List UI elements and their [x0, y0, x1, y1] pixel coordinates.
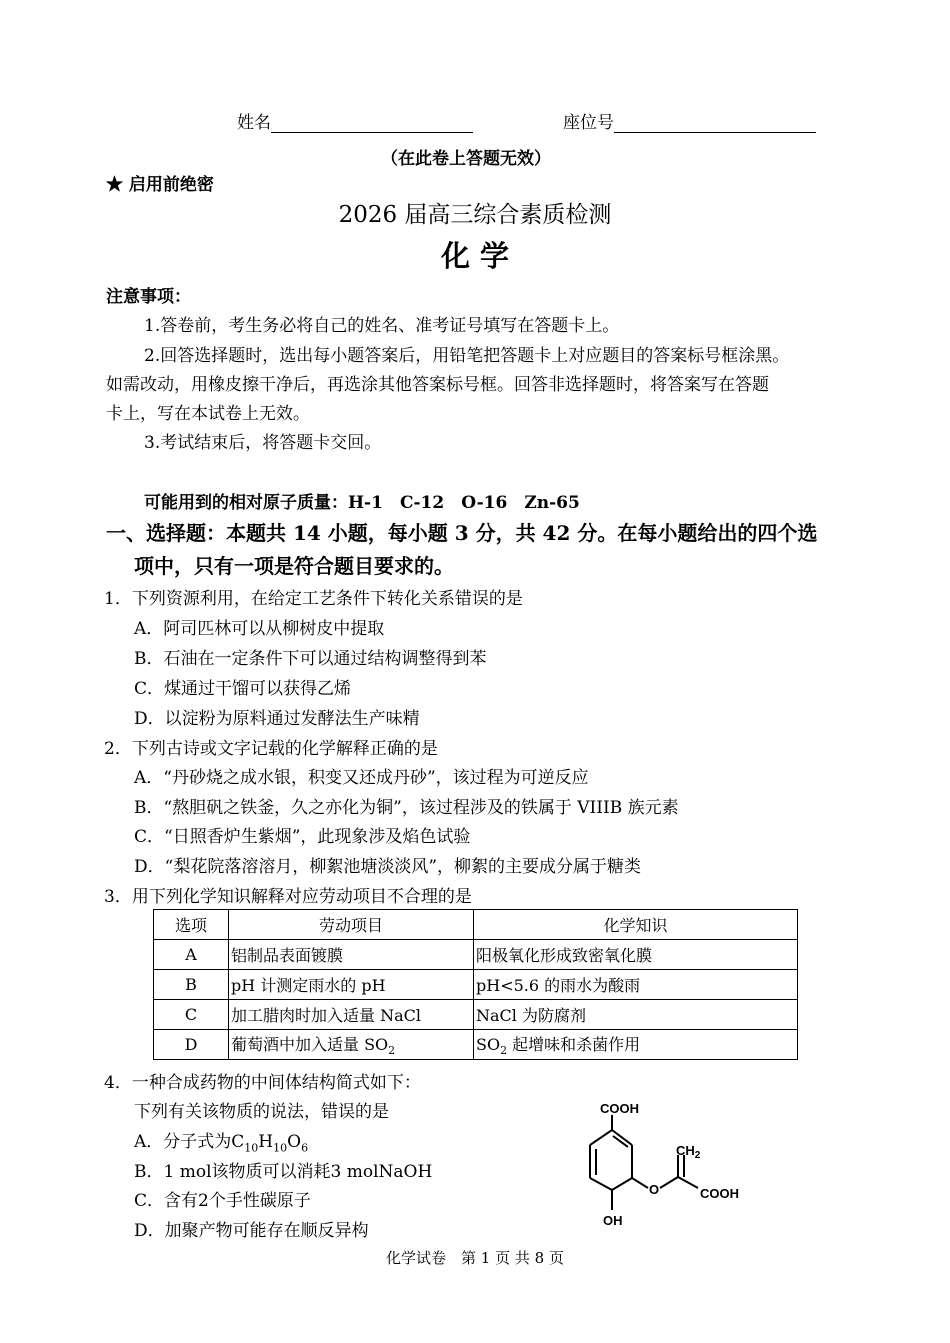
secret-mark: ★ 启用前绝密 — [106, 175, 214, 195]
table-header-labor: 劳动项目 — [229, 910, 474, 940]
question-1-option-b: B．石油在一定条件下可以通过结构调整得到苯 — [134, 649, 487, 669]
notice-item-2-line-3: 卡上，写在本试卷上无效。 — [106, 404, 310, 424]
question-4-option-d: D．加聚产物可能存在顺反异构 — [134, 1221, 369, 1241]
question-1-option-d: D．以淀粉为原料通过发酵法生产味精 — [134, 709, 420, 729]
invalid-note: （在此卷上答题无效） — [381, 149, 551, 169]
question-4-option-c: C．含有2个手性碳原子 — [134, 1191, 311, 1211]
question-2-stem: 2．下列古诗或文字记载的化学解释正确的是 — [104, 739, 438, 759]
table-row — [154, 1000, 798, 1030]
molecule-structure — [560, 1095, 760, 1235]
atomic-mass: 可能用到的相对原子质量：H-1 C-12 O-16 Zn-65 — [144, 493, 580, 513]
notice-item-3: 3.考试结束后，将答题卡交回。 — [144, 433, 382, 453]
question-2-option-c: C．“日照香炉生紫烟”，此现象涉及焰色试验 — [134, 827, 471, 847]
cooh-top-label: COOH — [600, 1101, 639, 1116]
table-cell-knowledge: pH<5.6 的雨水为酸雨 — [474, 970, 798, 1000]
question-2-option-a: A．“丹砂烧之成水银，积变又还成丹砂”，该过程为可逆反应 — [134, 768, 589, 788]
question-2-option-d: D．“梨花院落溶溶月，柳絮池塘淡淡风”，柳絮的主要成分属于糖类 — [134, 857, 642, 877]
seat-label: 座位号 — [563, 113, 614, 133]
labor-table — [153, 909, 798, 1060]
table-row — [154, 1030, 798, 1060]
molecule-bonds — [590, 1115, 698, 1210]
table-row — [154, 970, 798, 1000]
question-2-option-b: B．“熬胆矾之铁釜，久之亦化为铜”，该过程涉及的铁属于 VIIIB 族元素 — [134, 798, 679, 818]
subject-title: 化 学 — [440, 239, 510, 273]
exam-title: 2026 届高三综合素质检测 — [338, 202, 612, 228]
oh-label: OH — [603, 1213, 623, 1228]
table-header-option: 选项 — [154, 910, 229, 940]
table-cell-option: D — [154, 1030, 229, 1060]
question-1-stem: 1．下列资源利用，在给定工艺条件下转化关系错误的是 — [104, 589, 523, 609]
question-3-stem: 3．用下列化学知识解释对应劳动项目不合理的是 — [104, 887, 472, 907]
name-field — [237, 108, 473, 133]
table-cell-labor: 葡萄酒中加入适量 $SO_2$ — [229, 1030, 474, 1060]
table-cell-labor: 加工腊肉时加入适量 NaCl — [229, 1000, 474, 1030]
question-4-sub-stem: 下列有关该物质的说法，错误的是 — [134, 1102, 389, 1122]
section-1-line-1: 一、选择题：本题共 14 小题，每小题 3 分，共 42 分。在每小题给出的四个选 — [106, 521, 818, 545]
table-header-row — [154, 910, 798, 940]
table-cell-option: C — [154, 1000, 229, 1030]
question-4-option-a: A．分子式为$C_{10}H_{10}O_6$ — [134, 1132, 309, 1155]
name-label: 姓名 — [237, 113, 271, 133]
question-1-option-a: A．阿司匹林可以从柳树皮中提取 — [134, 619, 385, 639]
name-blank — [271, 114, 473, 133]
table-cell-knowledge: $SO_2$ 起增味和杀菌作用 — [474, 1030, 798, 1060]
ch2-label: $CH_2$ — [676, 1143, 701, 1161]
table-cell-labor: pH 计测定雨水的 pH — [229, 970, 474, 1000]
notice-item-1: 1.答卷前，考生务必将自己的姓名、准考证号填写在答题卡上。 — [144, 316, 620, 336]
oxygen-label: O — [649, 1182, 660, 1197]
table-cell-labor: 铝制品表面镀膜 — [229, 940, 474, 970]
page-footer: 化学试卷 第 1 页 共 8 页 — [386, 1249, 564, 1267]
notice-item-2-line-2: 如需改动，用橡皮擦干净后，再选涂其他答案标号框。回答非选择题时，将答案写在答题 — [106, 375, 769, 395]
notice-heading: 注意事项： — [106, 287, 191, 307]
seat-field — [563, 108, 816, 133]
seat-blank — [614, 114, 816, 133]
section-1-line-2: 项中，只有一项是符合题目要求的。 — [134, 554, 454, 578]
question-1-option-c: C．煤通过干馏可以获得乙烯 — [134, 679, 352, 699]
question-4-option-b: B．1 mol该物质可以消耗3 molNaOH — [134, 1162, 433, 1182]
notice-item-2-line-1: 2.回答选择题时，选出每小题答案后，用铅笔把答题卡上对应题目的答案标号框涂黑。 — [144, 346, 790, 366]
table-cell-knowledge: NaCl 为防腐剂 — [474, 1000, 798, 1030]
question-4-stem: 4．一种合成药物的中间体结构简式如下： — [104, 1073, 421, 1093]
cooh-right-label: COOH — [700, 1186, 739, 1201]
table-cell-option: B — [154, 970, 229, 1000]
table-header-knowledge: 化学知识 — [474, 910, 798, 940]
table-row — [154, 940, 798, 970]
table-cell-knowledge: 阳极氧化形成致密氧化膜 — [474, 940, 798, 970]
table-cell-option: A — [154, 940, 229, 970]
